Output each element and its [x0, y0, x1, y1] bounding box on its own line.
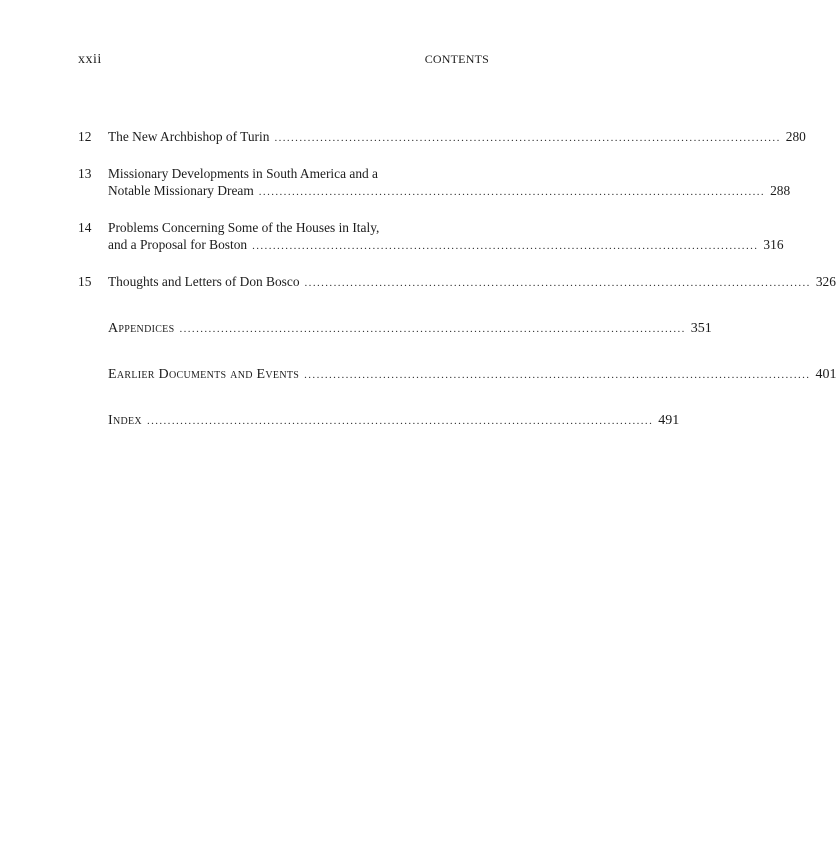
toc-entry-chapter-13[interactable] [78, 165, 791, 201]
chapter-page: 288 [770, 183, 791, 198]
toc-entry-chapter-14[interactable] [78, 219, 784, 255]
chapter-page: 316 [763, 237, 784, 252]
chapter-number: 14 [78, 220, 92, 235]
chapter-title-line-1: Problems Concerning Some of the Houses in Italy, [108, 220, 380, 235]
toc-entry-chapter-15[interactable] [78, 273, 836, 292]
back-matter-title: Index [108, 413, 142, 428]
dot-leader: .......................................................................................................................... [304, 277, 811, 289]
running-title: CONTENTS [424, 52, 489, 66]
dot-leader: .......................................................................................................................... [258, 186, 766, 198]
chapter-title: The New Archbishop of Turin [108, 129, 270, 144]
chapter-title-line-2: and a Proposal for Boston [108, 237, 248, 252]
chapter-page: 326 [815, 274, 836, 289]
table-of-contents [78, 128, 836, 430]
toc-entry-index[interactable] [78, 412, 680, 430]
back-matter-page: 351 [690, 321, 712, 336]
chapter-number: 15 [78, 274, 92, 289]
chapter-number: 12 [78, 129, 92, 144]
dot-leader: .......................................................................................................................... [146, 415, 654, 427]
dot-leader: .......................................................................................................................... [179, 323, 686, 335]
chapter-number: 13 [78, 166, 92, 181]
toc-entry-chapter-12[interactable] [78, 128, 806, 147]
dot-leader: .......................................................................................................................... [252, 240, 759, 252]
back-matter-title: Appendices [108, 321, 175, 336]
chapter-title-line-1: Missionary Developments in South America and a [108, 166, 378, 181]
dot-leader: .......................................................................................................................... [274, 132, 781, 144]
chapter-page: 280 [785, 129, 806, 144]
page-number: xxii [78, 52, 102, 67]
back-matter-title: Earlier Documents and Events [108, 367, 300, 382]
running-head [78, 52, 489, 70]
back-matter-page: 491 [658, 413, 680, 428]
chapter-title: Thoughts and Letters of Don Bosco [108, 274, 300, 289]
toc-entry-earlier-documents[interactable] [78, 366, 836, 384]
chapter-title-line-2: Notable Missionary Dream [108, 183, 254, 198]
toc-entry-appendices[interactable] [78, 320, 712, 338]
back-matter-page: 401 [815, 367, 836, 382]
dot-leader: .......................................................................................................................... [304, 369, 811, 381]
